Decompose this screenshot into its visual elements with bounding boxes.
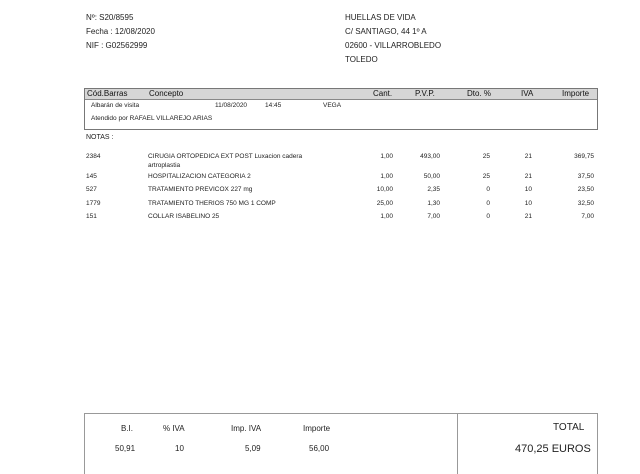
item-price: 493,00 [420, 153, 440, 160]
table-row [0, 200, 640, 210]
table-row [0, 173, 640, 183]
table-header [85, 89, 597, 100]
table-row [0, 213, 640, 223]
item-price: 2,35 [427, 186, 440, 193]
item-discount: 25 [482, 173, 490, 180]
item-amount: 37,50 [577, 173, 594, 180]
totals-box [84, 413, 598, 474]
item-vat: 21 [524, 153, 532, 160]
item-discount: 0 [486, 200, 490, 207]
item-code: 1779 [86, 200, 101, 207]
item-price: 50,00 [423, 173, 440, 180]
vat-amount-value: 5,09 [245, 444, 261, 453]
visit-label: Albarán de visita [91, 102, 140, 109]
col-vat: IVA [521, 89, 534, 98]
item-qty: 1,00 [380, 213, 393, 220]
bi-value: 50,91 [115, 444, 136, 453]
item-concept: TRATAMIENTO PREVICOX 227 mg [148, 186, 253, 193]
item-concept: HOSPITALIZACION CATEGORIA 2 [148, 173, 251, 180]
item-qty: 10,00 [376, 186, 393, 193]
item-price: 1,30 [427, 200, 440, 207]
doc-number: Nº: S20/8595 [86, 13, 134, 22]
col-discount: Dto. % [467, 89, 492, 98]
item-qty: 1,00 [380, 173, 393, 180]
item-discount: 25 [482, 153, 490, 160]
item-concept: CIRUGIA ORTOPEDICA EXT POST Luxacion cadera [148, 153, 303, 160]
visit-date: 11/08/2020 [215, 102, 248, 109]
item-code: 2384 [86, 153, 101, 160]
amount-label: Importe [303, 424, 331, 433]
visit-time: 14:45 [265, 102, 282, 109]
table-row [0, 153, 640, 169]
company-city: 02600 - VILLARROBLEDO [345, 41, 442, 50]
item-discount: 0 [486, 213, 490, 220]
vat-amount-label: Imp. IVA [231, 424, 262, 433]
notes-label: NOTAS : [86, 134, 114, 141]
item-vat: 10 [524, 186, 532, 193]
total-label: TOTAL [553, 422, 585, 433]
total-value: 470,25 EUROS [515, 443, 591, 455]
col-price: P.V.P. [415, 89, 435, 98]
item-amount: 32,50 [577, 200, 594, 207]
item-concept: TRATAMIENTO THERIOS 750 MG 1 COMP [148, 200, 276, 207]
item-qty: 1,00 [380, 153, 393, 160]
item-code: 151 [86, 213, 97, 220]
item-discount: 0 [486, 186, 490, 193]
item-qty: 25,00 [376, 200, 393, 207]
doc-nif: NIF : G02562999 [86, 41, 148, 50]
company-province: TOLEDO [345, 55, 378, 64]
totals-divider [457, 414, 458, 474]
company-name: HUELLAS DE VIDA [345, 13, 416, 22]
company-street: C/ SANTIAGO, 44 1º A [345, 27, 427, 36]
item-code: 145 [86, 173, 97, 180]
item-amount: 7,00 [581, 213, 594, 220]
item-concept-cont: artroplastia [148, 162, 181, 169]
vat-pct-label: % IVA [163, 424, 185, 433]
invoice-meta [86, 11, 155, 53]
vat-pct-value: 10 [175, 444, 184, 453]
col-qty: Cant. [373, 89, 393, 98]
item-amount: 23,50 [577, 186, 594, 193]
bi-label: B.I. [121, 424, 134, 433]
doc-date: Fecha : 12/08/2020 [86, 27, 155, 36]
table-row [0, 186, 640, 196]
item-code: 527 [86, 186, 97, 193]
item-vat: 21 [524, 173, 532, 180]
item-concept: COLLAR ISABELINO 25 [148, 213, 220, 220]
visit-clinic: VEGA [323, 102, 342, 109]
item-amount: 369,75 [574, 153, 594, 160]
col-concept: Concepto [149, 89, 184, 98]
item-price: 7,00 [427, 213, 440, 220]
company-address [345, 11, 441, 67]
attended-by: Atendido por RAFAEL VILLAREJO ARIAS [91, 115, 213, 122]
col-amount: Importe [562, 89, 590, 98]
amount-value: 56,00 [309, 444, 330, 453]
col-code: Cód.Barras [87, 89, 128, 98]
item-vat: 21 [524, 213, 532, 220]
items-table-header-box [84, 88, 598, 130]
item-vat: 10 [524, 200, 532, 207]
